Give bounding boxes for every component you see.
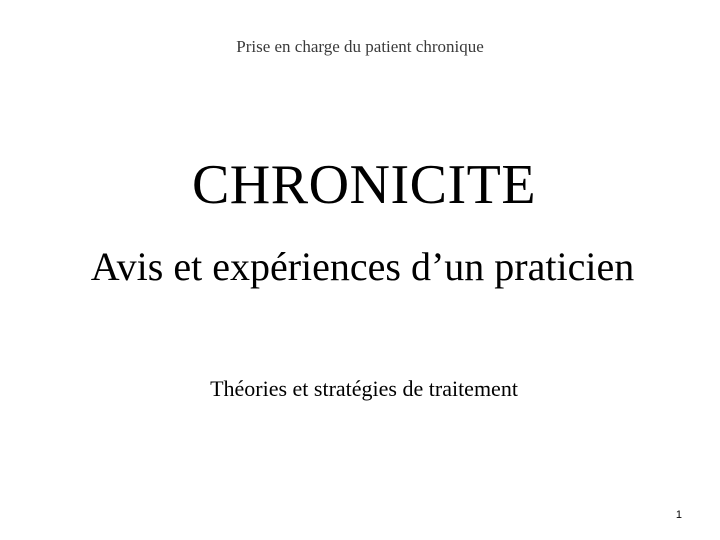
page-number: 1	[675, 509, 682, 521]
slide-subtitle: Avis et expériences d’un praticien	[90, 244, 635, 289]
slide-tagline: Théories et stratégies de traitement	[210, 376, 518, 401]
slide-title: CHRONICITE	[191, 154, 537, 216]
slide-header: Prise en charge du patient chronique	[236, 37, 484, 56]
